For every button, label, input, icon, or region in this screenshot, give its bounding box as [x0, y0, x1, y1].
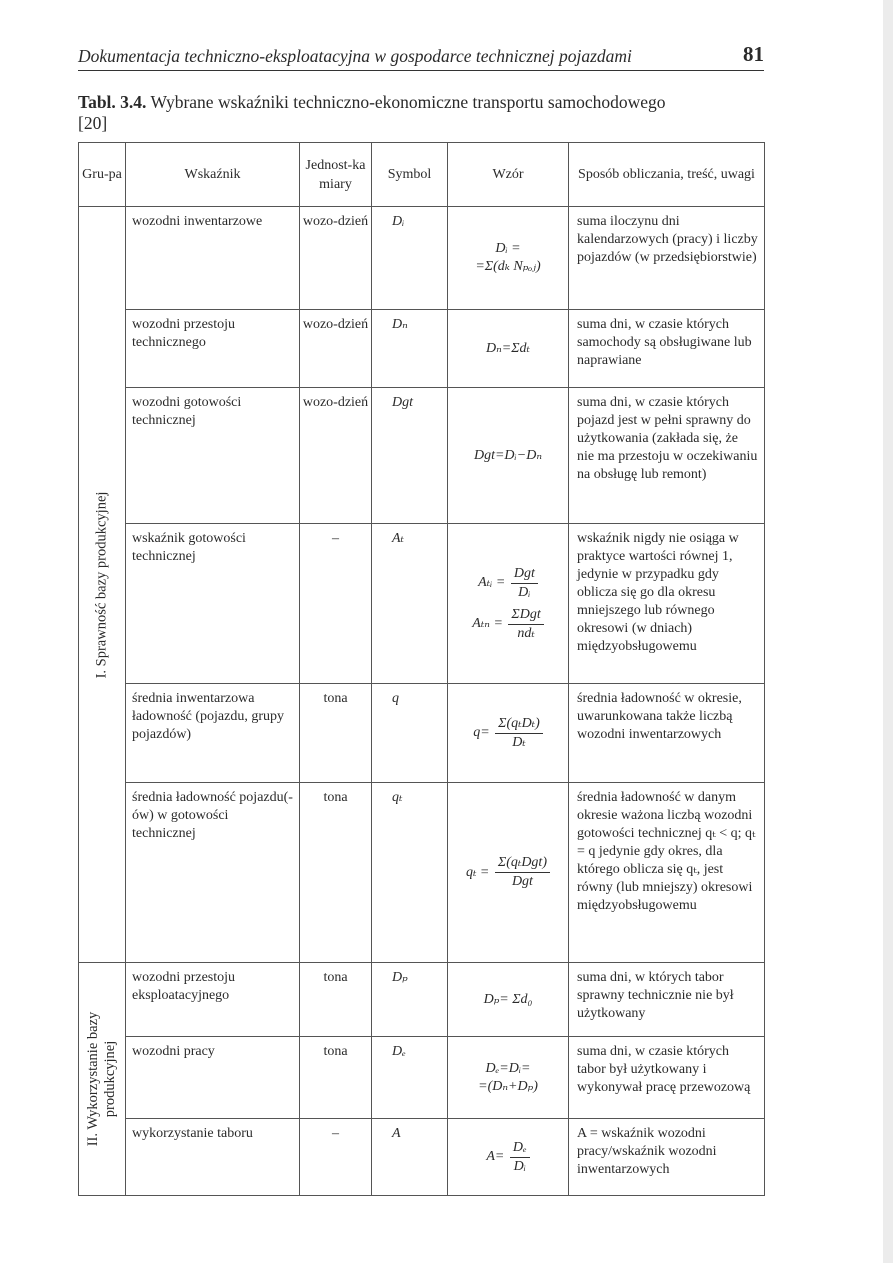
method-cell: suma dni, w czasie których tabor był użytkowany i wykonywał pracę przewozową: [569, 1037, 765, 1119]
method-cell: suma iloczynu dni kalendarzowych (pracy) i liczby pojazdów (w przedsiębiorstwie): [569, 207, 765, 310]
table-row: [79, 388, 765, 524]
fraction-numerator: Dₑ: [510, 1139, 530, 1158]
running-header: [78, 42, 764, 71]
group-label-2-line1: II. Wykorzystanie bazy: [85, 1011, 101, 1147]
formula-line: =Σ(dₖ Nₚₒⱼ): [475, 259, 541, 274]
symbol-cell: Dₑ: [372, 1037, 448, 1119]
table-row: [79, 783, 765, 963]
group-label-2-line2: produkcyjnej: [102, 1040, 118, 1118]
fraction-denominator: ndₜ: [517, 625, 535, 641]
header-group: Gru-pa: [79, 143, 126, 207]
method-cell: suma dni, w czasie których pojazd jest w pełni sprawny do użytkowania (zakłada się, że nie ma przestoju w oczekiwaniu na obsługę lub remont): [569, 388, 765, 524]
indicators-table: [78, 142, 765, 1196]
formula-cell: [448, 524, 569, 684]
method-cell: średnia ładowność w danym okresie ważona liczbą wozodni gotowości technicznej qₜ < q; qₜ = q jedynie gdy okres, dla którego oblicza się qₜ, jest równy (lub mniejszy) okresowi międzyobsługowemu: [569, 783, 765, 963]
formula-cell: [448, 1037, 569, 1119]
indicator-cell: wykorzystanie taboru: [126, 1119, 300, 1196]
table-row: [79, 1037, 765, 1119]
fraction-denominator: Dgt: [511, 874, 533, 889]
header-unit: Jednost-ka miary: [300, 143, 372, 207]
method-cell: suma dni, w czasie których samochody są obsługiwane lub naprawiane: [569, 310, 765, 388]
formula-a: [448, 565, 568, 602]
table-caption-label: Tabl. 3.4.: [78, 92, 147, 112]
formula-cell: [448, 783, 569, 963]
fraction-denominator: Dₜ: [512, 734, 526, 750]
unit-cell: tona: [300, 963, 372, 1037]
formula-cell: Dₚ= Σd₀: [448, 963, 569, 1037]
fraction: [511, 565, 538, 602]
formula-b: [448, 606, 568, 643]
formula-line: Dₑ=Dᵢ=: [485, 1060, 531, 1076]
group-cell-1: [79, 207, 126, 963]
header-method: Sposób obliczania, treść, uwagi: [569, 143, 765, 207]
group-label-2: [85, 1012, 119, 1147]
formula-cell: [448, 1119, 569, 1196]
formula-cell: [448, 684, 569, 783]
table-caption: [78, 92, 678, 134]
symbol-cell: Aₜ: [372, 524, 448, 684]
symbol-cell: Dᵢ: [372, 207, 448, 310]
indicator-cell: wozodni gotowości technicznej: [126, 388, 300, 524]
symbol-cell: Dₙ: [372, 310, 448, 388]
table-row: [79, 524, 765, 684]
fraction-numerator: Σ(qₜDgt): [495, 854, 550, 873]
fraction: [510, 1139, 530, 1176]
method-cell: suma dni, w których tabor sprawny technicznie nie był użytkowany: [569, 963, 765, 1037]
fraction: [495, 854, 550, 891]
indicator-cell: średnia inwentarzowa ładowność (pojazdu, grupy pojazdów): [126, 684, 300, 783]
formula-lhs: A=: [486, 1149, 505, 1164]
table-row: [79, 963, 765, 1037]
unit-cell: tona: [300, 684, 372, 783]
formula-line: Dᵢ =: [495, 241, 521, 256]
unit-cell: –: [300, 1119, 372, 1196]
unit-cell: –: [300, 524, 372, 684]
symbol-cell: q: [372, 684, 448, 783]
table-row: [79, 1119, 765, 1196]
formula-lhs: Aₜₙ =: [472, 616, 503, 631]
unit-cell: wozo-dzień: [300, 388, 372, 524]
fraction: [508, 606, 543, 643]
method-cell: wskaźnik nigdy nie osiąga w praktyce wartości równej 1, jedynie w przypadku gdy oblicza się go dla okresu mniejszego lub równego okresowi (w dniach) międzyobsługowemu: [569, 524, 765, 684]
symbol-cell: Dₚ: [372, 963, 448, 1037]
unit-cell: wozo-dzień: [300, 310, 372, 388]
fraction-numerator: ΣDgt: [508, 606, 543, 625]
group-cell-2: [79, 963, 126, 1196]
unit-cell: tona: [300, 1037, 372, 1119]
formula-line: =(Dₙ+Dₚ): [478, 1078, 538, 1094]
fraction-numerator: Σ(qₜDₜ): [495, 715, 543, 734]
formula-cell: Dₙ=Σdₜ: [448, 310, 569, 388]
fraction-denominator: Dᵢ: [518, 584, 531, 600]
unit-cell: tona: [300, 783, 372, 963]
header-indicator: Wskaźnik: [126, 143, 300, 207]
page-number: 81: [743, 42, 764, 66]
indicator-cell: wozodni inwentarzowe: [126, 207, 300, 310]
table-row: [79, 207, 765, 310]
formula-lhs: qₜ =: [465, 864, 490, 880]
running-header-title: Dokumentacja techniczno-eksploatacyjna w gospodarce technicznej pojazdami: [78, 46, 632, 66]
method-cell: A = wskaźnik wozodni pracy/wskaźnik wozodni inwentarzowych: [569, 1119, 765, 1196]
header-formula: Wzór: [448, 143, 569, 207]
indicator-cell: wozodni pracy: [126, 1037, 300, 1119]
fraction-numerator: Dgt: [511, 565, 538, 584]
indicator-cell: wskaźnik gotowości technicznej: [126, 524, 300, 684]
fraction-denominator: Dᵢ: [513, 1158, 526, 1174]
table-caption-text: Wybrane wskaźniki techniczno-ekonomiczne transportu samochodowego [20]: [78, 92, 666, 133]
method-cell: średnia ładowność w okresie, uwarunkowana także liczbą wozodni inwentarzowych: [569, 684, 765, 783]
page-edge-shadow: [883, 0, 893, 1263]
symbol-cell: A: [372, 1119, 448, 1196]
indicator-cell: średnia ładowność pojazdu(-ów) w gotowości technicznej: [126, 783, 300, 963]
formula-lhs: Aₜᵢ =: [478, 575, 506, 590]
symbol-cell: qₜ: [372, 783, 448, 963]
table-row: [79, 310, 765, 388]
group-label-1: I. Sprawność bazy produkcyjnej: [93, 491, 110, 678]
table-row: [79, 684, 765, 783]
formula-cell: [448, 207, 569, 310]
table-header-row: [79, 143, 765, 207]
indicator-cell: wozodni przestoju technicznego: [126, 310, 300, 388]
symbol-cell: Dgt: [372, 388, 448, 524]
unit-cell: wozo-dzień: [300, 207, 372, 310]
formula-lhs: q=: [473, 725, 490, 740]
formula-cell: Dgt=Dᵢ−Dₙ: [448, 388, 569, 524]
indicator-cell: wozodni przestoju eksploatacyjnego: [126, 963, 300, 1037]
header-symbol: Symbol: [372, 143, 448, 207]
fraction: [495, 715, 543, 752]
